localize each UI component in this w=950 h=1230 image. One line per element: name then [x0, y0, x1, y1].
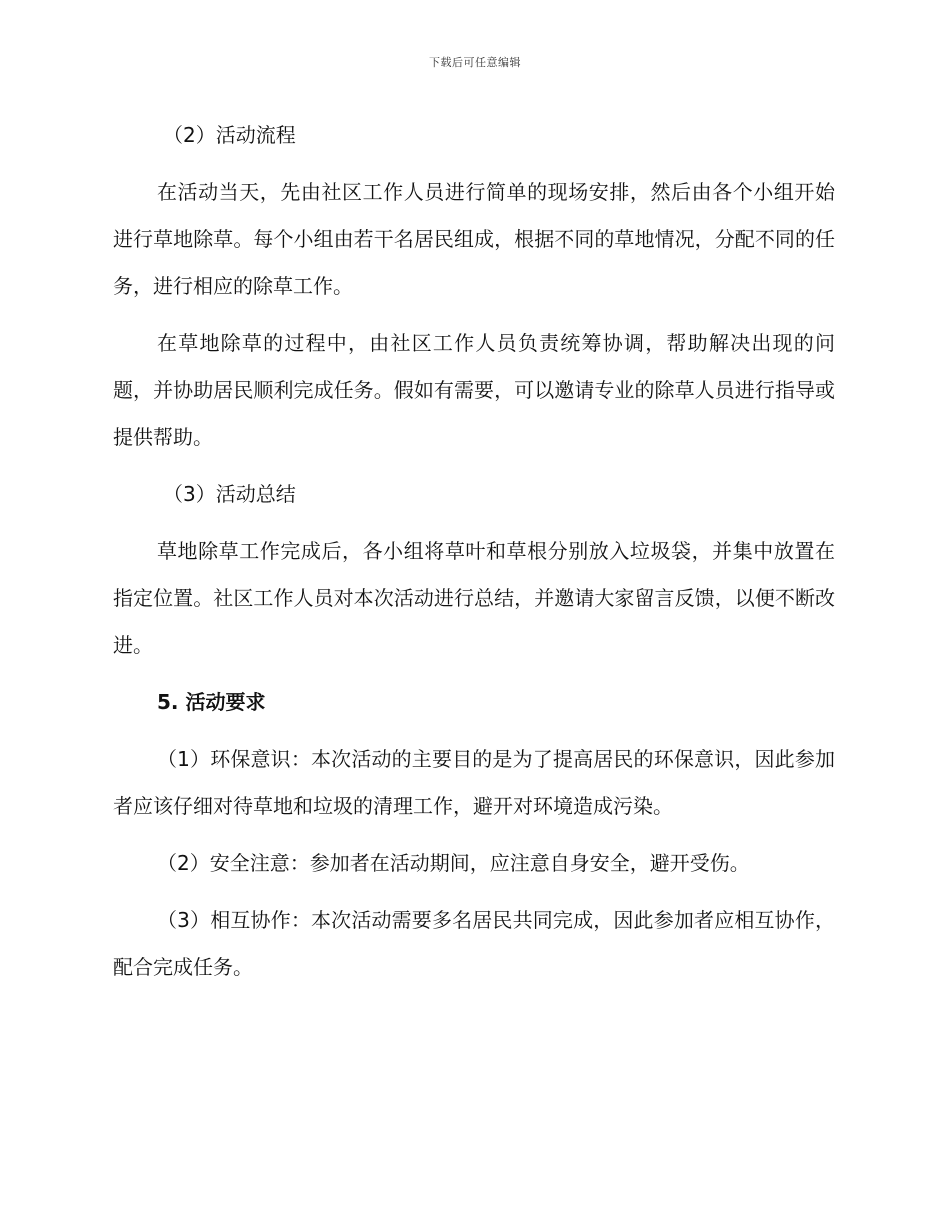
- paragraph-summary: 草地除草工作完成后，各小组将草叶和草根分别放入垃圾袋，并集中放置在指定位置。社区工作人员对本次活动进行总结，并邀请大家留言反馈，以便不断改进。: [113, 539, 835, 657]
- paragraph-activity-day: 在活动当天，先由社区工作人员进行简单的现场安排，然后由各个小组开始进行草地除草。每个小组由若干名居民组成，根据不同的草地情况，分配不同的任务，进行相应的除草工作。: [113, 180, 835, 298]
- document-body: [113, 112, 835, 991]
- paragraph-coordination: 在草地除草的过程中，由社区工作人员负责统筹协调，帮助解决出现的问题，并协助居民顺利完成任务。假如有需要，可以邀请专业的除草人员进行指导或提供帮助。: [113, 331, 835, 449]
- requirement-cooperation: （3）相互协作：本次活动需要多名居民共同完成，因此参加者应相互协作，配合完成任务。: [113, 908, 835, 979]
- page-header: 下载后可任意编辑: [429, 56, 521, 69]
- requirement-environment: （1）环保意识：本次活动的主要目的是为了提高居民的环保意识，因此参加者应该仔细对待草地和垃圾的清理工作，避开对环境造成污染。: [113, 747, 835, 818]
- section-title-requirements: 5. 活动要求: [157, 690, 266, 714]
- subheading-activity-process: （2）活动流程: [163, 123, 296, 147]
- requirement-safety: （2）安全注意：参加者在活动期间，应注意自身安全，避开受伤。: [157, 851, 750, 875]
- subheading-activity-summary: （3）活动总结: [163, 482, 296, 506]
